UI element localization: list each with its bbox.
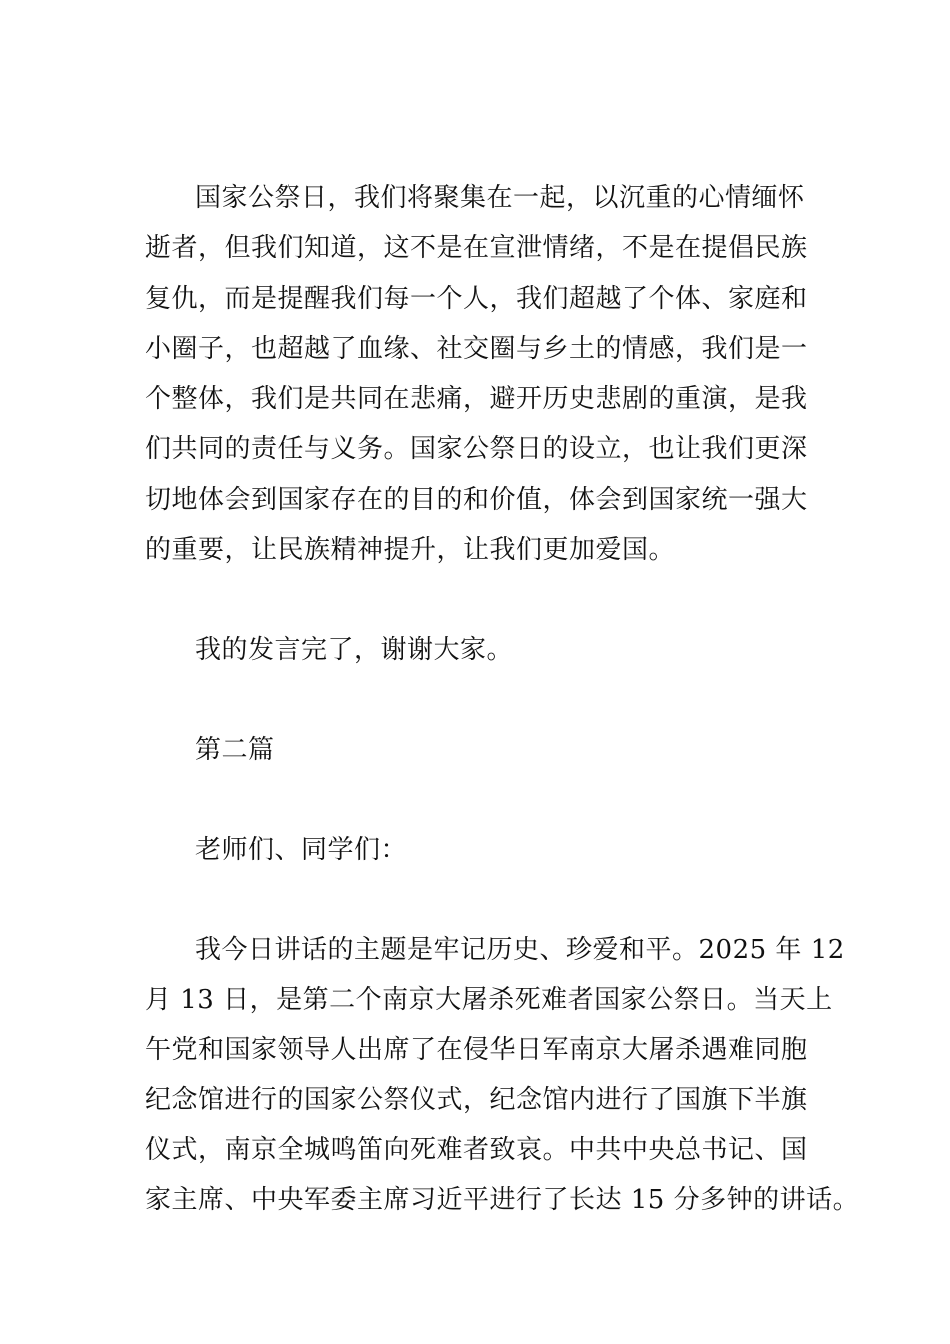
paragraph-1-line-8: 的重要，让民族精神提升，让我们更加爱国。: [145, 535, 676, 565]
paragraph-1-line-1: 国家公祭日，我们将聚集在一起，以沉重的心情缅怀: [195, 183, 805, 213]
closing-remark: 我的发言完了，谢谢大家。: [195, 635, 514, 665]
paragraph-5-line-4: 纪念馆进行的国家公祭仪式，纪念馆内进行了国旗下半旗: [145, 1085, 808, 1115]
paragraph-5-line-6: 家主席、中央军委主席习近平进行了长达 15 分多钟的讲话。: [145, 1185, 860, 1215]
paragraph-5-line-5: 仪式，南京全城鸣笛向死难者致哀。中共中央总书记、国: [145, 1135, 808, 1165]
paragraph-1-line-3: 复仇，而是提醒我们每一个人，我们超越了个体、家庭和: [145, 284, 808, 314]
paragraph-1-line-4: 小圈子，也超越了血缘、社交圈与乡土的情感，我们是一: [145, 334, 808, 364]
paragraph-1-line-7: 切地体会到国家存在的目的和价值，体会到国家统一强大: [145, 485, 808, 515]
paragraph-1-line-6: 们共同的责任与义务。国家公祭日的设立，也让我们更深: [145, 434, 808, 464]
section-heading: 第二篇: [195, 735, 275, 765]
paragraph-5-line-1: 我今日讲话的主题是牢记历史、珍爱和平。2025 年 12: [195, 935, 845, 965]
salutation: 老师们、同学们：: [195, 835, 408, 865]
paragraph-1-line-2: 逝者，但我们知道，这不是在宣泄情绪，不是在提倡民族: [145, 233, 808, 263]
paragraph-5-line-2: 月 13 日，是第二个南京大屠杀死难者国家公祭日。当天上: [145, 985, 833, 1015]
paragraph-5-line-3: 午党和国家领导人出席了在侵华日军南京大屠杀遇难同胞: [145, 1035, 808, 1065]
paragraph-1-line-5: 个整体，我们是共同在悲痛，避开历史悲剧的重演，是我: [145, 384, 808, 414]
